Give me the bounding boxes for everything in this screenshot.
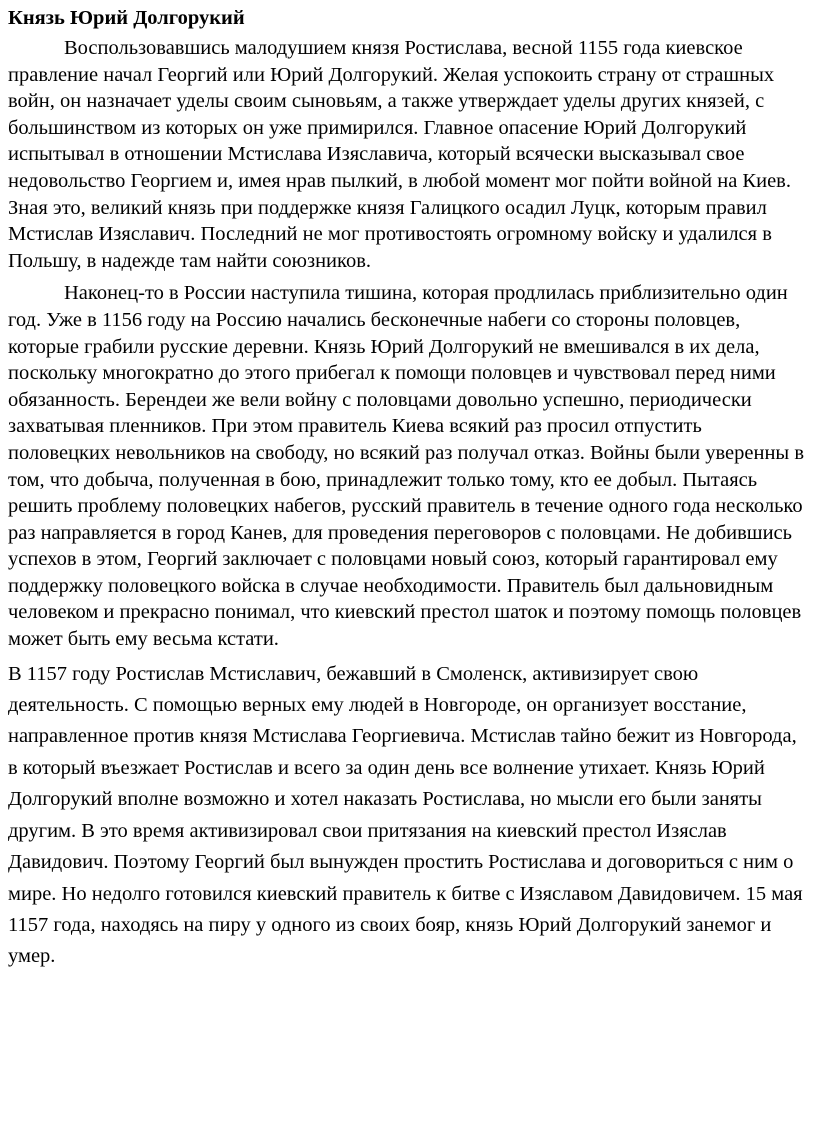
paragraph-1: Воспользовавшись малодушием князя Ростислава, весной 1155 года киевское правление начал Георгий или Юрий Долгорукий. Желая успокоить страну от страшных войн, он назначает уделы своим сыновьям, а также утверждает уделы других князей, с большинством из которых он уже примирился. Главное опасение Юрий Долгорукий испытывал в отношении Мстислава Изяславича, который всячески высказывал свое недовольство Георгием и, имея нрав пылкий, в любой момент мог пойти войной на Киев. Зная это, великий князь при поддержке князя Галицкого осадил Луцк, которым правил Мстислав Изяславич. Последний не мог противостоять огромному войску и удалился в Польшу, в надежде там найти союзников.: [8, 37, 791, 272]
paragraph-2: Наконец-то в России наступила тишина, которая продлилась приблизительно один год. Уже в 1156 году на Россию начались бесконечные набеги со стороны половцев, которые грабили русские деревни. Князь Юрий Долгорукий не вмешивался в их дела, поскольку многократно до этого прибегал к помощи половцев и чувствовал перед ними обязанность. Берендеи же вели войну с половцами довольно успешно, периодически захватывая пленников. При этом правитель Киева всякий раз просил отпустить половецких невольников на свободу, но всякий раз получал отказ. Войны были уверенны в том, что добыча, полученная в бою, принадлежит только тому, кто ее добыл. Пытаясь решить проблему половецких набегов, русский правитель в течение одного года несколько раз направляется в город Канев, для проведения переговоров с половцами. Не добившись успехов в этом, Георгий заключает с половцами новый союз, который гарантировал ему поддержку половецкого войска в случае необходимости. Правитель был дальновидным человеком и прекрасно понимал, что киевский престол шаток и поэтому помощь половцев может быть ему весьма кстати.: [8, 282, 805, 651]
document-title: Князь Юрий Долгорукий: [8, 7, 245, 29]
paragraph-3: В 1157 году Ростислав Мстиславич, бежавший в Смоленск, активизирует свою деятельность. С помощью верных ему людей в Новгороде, он организует восстание, направленное против князя Мстислава Георгиевича. Мстислав тайно бежит из Новгорода, в который въезжает Ростислав и всего за один день все волнение утихает. Князь Юрий Долгорукий вполне возможно и хотел наказать Ростислава, но мысли его были заняты другим. В это время активизировал свои притязания на киевский престол Изяслав Давидович. Поэтому Георгий был вынужден простить Ростислава и договориться с ним о мире. Но недолго готовился киевский правитель к битве с Изяславом Давидовичем. 15 мая 1157 года, находясь на пиру у одного из своих бояр, князь Юрий Долгорукий занемог и умер.: [8, 662, 803, 968]
